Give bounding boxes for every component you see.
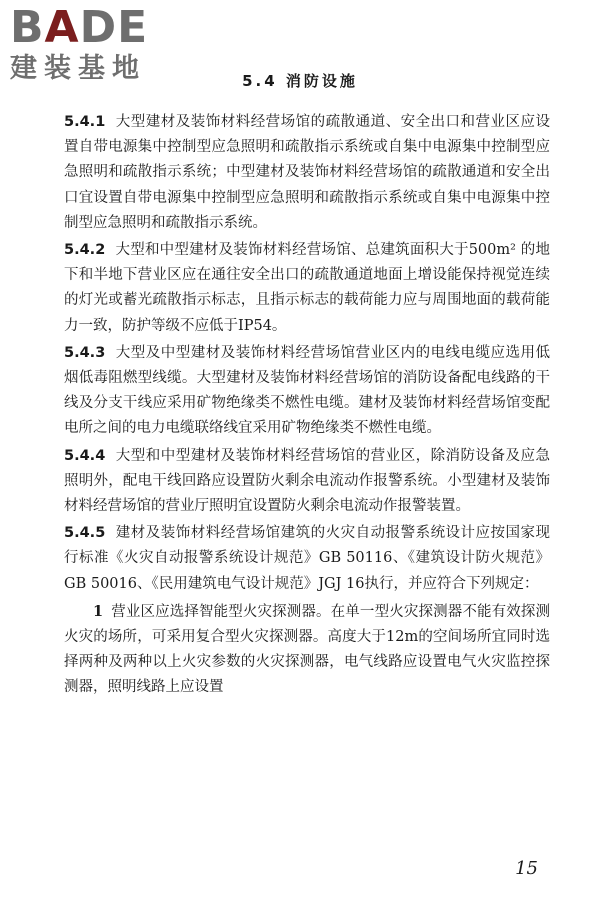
logo-wordmark: BADE — [10, 2, 149, 53]
list-item-text: 营业区应选择智能型火灾探测器。在单一型火灾探测器不能有效探测火灾的场所，可采用复合型火灾探测器。高度大于12m的空间场所宜同时选择两种及两种以上火灾参数的火灾探测器，电气线路应设置电气火灾监控探测器，照明线路上应设置 — [64, 603, 550, 696]
clause-number: 5.4.2 — [64, 242, 106, 259]
page-number: 15 — [515, 858, 538, 879]
clause-5-4-3 — [64, 341, 550, 442]
clause-text: 建材及装饰材料经营场馆建筑的火灾自动报警系统设计应按国家现行标准《火灾自动报警系统设计规范》GB 50116、《建筑设计防火规范》GB 50016、《民用建筑电气设计规范》JGJ 16执行，并应符合下列规定： — [64, 525, 550, 592]
list-item-number: 1 — [93, 602, 104, 620]
clause-text: 大型和中型建材及装饰材料经营场馆的营业区，除消防设备及应急照明外，配电干线回路应设置防火剩余电流动作报警系统。小型建材及装饰材料经营场馆的营业厅照明宜设置防火剩余电流动作报警装置。 — [64, 447, 550, 515]
clause-5-4-1 — [64, 110, 550, 236]
clause-number: 5.4.4 — [64, 447, 106, 464]
logo-subtitle: 建装基地 — [10, 53, 146, 84]
clause-5-4-4 — [64, 444, 550, 520]
clause-text: 大型建材及装饰材料经营场馆的疏散通道、安全出口和营业区应设置自带电源集中控制型应急照明和疏散指示系统或自集中电源集中控制型应急照明和疏散指示系统；中型建材及装饰材料经营场馆的疏散通道和安全出口宜设置自带电源集中控制型应急照明和疏散指示系统或自集中电源集中控制型应急照明和疏散指示系统。 — [64, 114, 550, 231]
clause-5-4-5 — [64, 521, 550, 597]
clause-number: 5.4.3 — [64, 344, 106, 361]
clause-number: 5.4.5 — [64, 525, 106, 542]
clause-5-4-2 — [64, 238, 550, 339]
document-body — [64, 110, 550, 703]
clause-text: 大型及中型建材及装饰材料经营场馆营业区内的电线电缆应选用低烟低毒阻燃型线缆。大型建材及装饰材料经营场馆的消防设备配电线路的干线及分支干线应采用矿物绝缘类不燃性电缆。建材及装饰材料经营场馆变配电所之间的电力电缆联络线宜采用矿物绝缘类不燃性电缆。 — [64, 344, 550, 437]
clause-number: 5.4.1 — [64, 114, 106, 130]
section-title: 5.4 消防设施 — [242, 72, 358, 90]
list-item-1 — [64, 599, 550, 701]
clause-text: 大型和中型建材及装饰材料经营场馆、总建筑面积大于500m² 的地下和半地下营业区应在通往安全出口的疏散通道地面上增设能保持视觉连续的灯光或蓄光疏散指示标志，且指示标志的载荷能力应与周围地面的载荷能力一致，防护等级不应低于IP54。 — [64, 242, 550, 334]
